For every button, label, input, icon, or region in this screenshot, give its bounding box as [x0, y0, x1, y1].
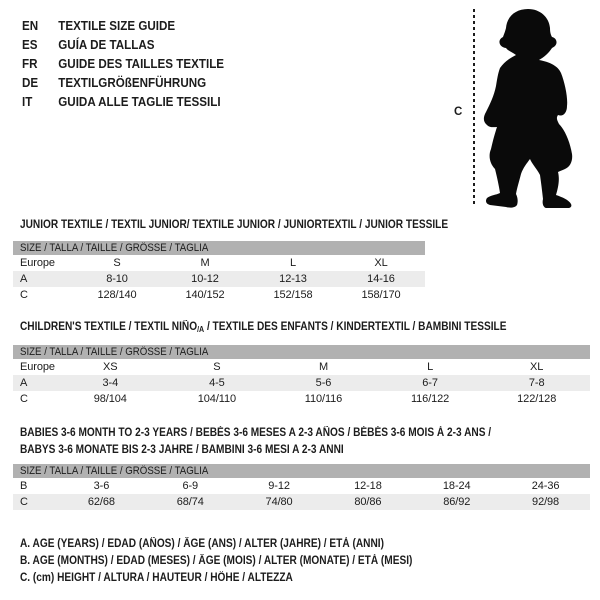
lang-code: FR: [22, 57, 38, 71]
children-section-title: [20, 319, 573, 338]
children-size-header-bar: [13, 345, 590, 359]
table-cell: 6-9: [182, 480, 199, 492]
babies-size-header-bar: [13, 464, 590, 478]
children-size-header-text: SIZE / TALLA / TAILLE / GRÖSSE / TAGLIA: [20, 346, 209, 358]
table-cell: 3-6: [93, 480, 110, 492]
table-cell: 152/158: [273, 289, 313, 301]
lang-row-fr: [22, 55, 224, 74]
table-row: [13, 255, 425, 271]
table-row: [13, 375, 590, 391]
table-cell: 8-10: [106, 273, 128, 285]
table-row: [13, 494, 590, 510]
table-cell: L: [289, 257, 297, 269]
table-cell: 104/110: [197, 393, 237, 405]
babies-section-title: [20, 425, 555, 459]
table-cell: 122/128: [517, 393, 557, 405]
height-measure-label: C: [454, 106, 463, 118]
table-cell: 110/116: [304, 393, 343, 405]
legend-line-a: [20, 536, 466, 553]
table-cell: 158/170: [361, 289, 401, 301]
table-cell: 12-18: [354, 480, 382, 492]
junior-section-title-text: JUNIOR TEXTILE / TEXTIL JUNIOR/ TEXTILE JUNIOR / JUNIORTEXTIL / JUNIOR TESSILE: [20, 219, 449, 231]
junior-size-header-bar: [13, 241, 425, 255]
table-row: [13, 359, 590, 375]
lang-title: GUÍA DE TALLAS: [58, 38, 155, 52]
table-row: [13, 271, 425, 287]
table-cell: L: [427, 361, 434, 373]
table-cell: C: [20, 289, 28, 301]
table-cell: S: [113, 257, 121, 269]
lang-title: TEXTILE SIZE GUIDE: [58, 19, 176, 33]
table-cell: 7-8: [528, 377, 545, 389]
legend-line-a-text: A. AGE (YEARS) / EDAD (AÑOS) / ÂGE (ANS) / ALTER (JAHRE) / ETÀ (ANNI): [20, 538, 384, 550]
table-row: [13, 287, 425, 303]
lang-row-en: [22, 17, 224, 36]
table-cell: 12-13: [279, 273, 307, 285]
lang-code: IT: [22, 95, 33, 109]
table-cell: 62/68: [87, 496, 115, 508]
language-title-list: [22, 17, 224, 112]
children-section-title-text: [20, 319, 506, 338]
babies-title-line1: BABIES 3-6 MONTH TO 2-3 YEARS / BEBÉS 3-6 MESES A 2-3 AÑOS / BÉBÉS 3-6 MOIS À 2-3 ANS /: [20, 427, 492, 439]
babies-title-line2: BABYS 3-6 MONATE BIS 2-3 JAHRE / BAMBINI 3-6 MESI A 2-3 ANNI: [20, 444, 344, 456]
table-cell: XS: [103, 361, 118, 373]
table-row: [13, 391, 590, 407]
table-cell: 80/86: [354, 496, 382, 508]
babies-size-table: [13, 478, 590, 510]
table-cell: C: [20, 496, 28, 508]
lang-title: TEXTILGRÖßENFÜHRUNG: [58, 76, 207, 90]
table-cell: Europe: [20, 361, 55, 373]
lang-code: EN: [22, 19, 39, 33]
table-cell: 14-16: [367, 273, 395, 285]
table-cell: 10-12: [191, 273, 219, 285]
table-cell: XL: [374, 257, 388, 269]
table-cell: M: [200, 257, 210, 269]
table-cell: A: [20, 273, 28, 285]
height-measure-dotted-line: [473, 9, 475, 206]
measurement-legend: [20, 536, 466, 587]
table-cell: B: [20, 480, 28, 492]
babies-size-header-text: SIZE / TALLA / TAILLE / GRÖSSE / TAGLIA: [20, 465, 209, 477]
table-cell: 9-12: [268, 480, 290, 492]
lang-code: ES: [22, 38, 38, 52]
table-cell: M: [318, 361, 329, 373]
legend-line-b: [20, 553, 466, 570]
table-cell: S: [213, 361, 221, 373]
table-cell: 92/98: [532, 496, 560, 508]
children-title-before: CHILDREN'S TEXTILE / TEXTIL NIÑO: [20, 321, 198, 333]
table-cell: 3-4: [102, 377, 119, 389]
table-cell: A: [20, 377, 28, 389]
table-cell: 74/80: [265, 496, 293, 508]
lang-row-de: [22, 74, 224, 93]
table-cell: Europe: [20, 257, 55, 269]
baby-silhouette-figure: [482, 6, 598, 208]
table-cell: C: [20, 393, 28, 405]
legend-line-c-text: C. (cm) HEIGHT / ALTURA / HAUTEUR / HÖHE / ALTEZZA: [20, 572, 293, 584]
lang-title: GUIDA ALLE TAGLIE TESSILI: [58, 95, 221, 109]
table-cell: 18-24: [442, 480, 471, 492]
table-cell: 6-7: [422, 377, 438, 389]
lang-title: GUIDE DES TAILLES TEXTILE: [58, 57, 225, 71]
junior-size-table: [13, 255, 425, 303]
lang-row-it: [22, 93, 224, 112]
table-cell: 5-6: [315, 377, 332, 389]
legend-line-b-text: B. AGE (MONTHS) / EDAD (MESES) / ÂGE (MOIS) / ALTER (MONATE) / ETÀ (MESI): [20, 555, 413, 567]
table-cell: XL: [530, 361, 544, 373]
table-cell: 68/74: [176, 496, 204, 508]
table-cell: 24-36: [531, 480, 560, 492]
table-cell: 4-5: [209, 377, 225, 389]
table-cell: 116/122: [410, 393, 450, 405]
junior-size-header-text: SIZE / TALLA / TAILLE / GRÖSSE / TAGLIA: [20, 242, 209, 254]
lang-row-es: [22, 36, 224, 55]
lang-code: DE: [22, 76, 39, 90]
children-title-after: / TEXTILE DES ENFANTS / KINDERTEXTIL / BAMBINI TESSILE: [204, 321, 507, 333]
children-size-table: [13, 359, 590, 407]
table-row: [13, 478, 590, 494]
table-cell: 140/152: [185, 289, 225, 301]
junior-section-title: [20, 217, 506, 234]
table-cell: 86/92: [443, 496, 471, 508]
table-cell: 128/140: [97, 289, 137, 301]
legend-line-c: [20, 570, 466, 587]
children-title-subscript: /A: [197, 325, 205, 334]
table-cell: 98/104: [93, 393, 127, 405]
